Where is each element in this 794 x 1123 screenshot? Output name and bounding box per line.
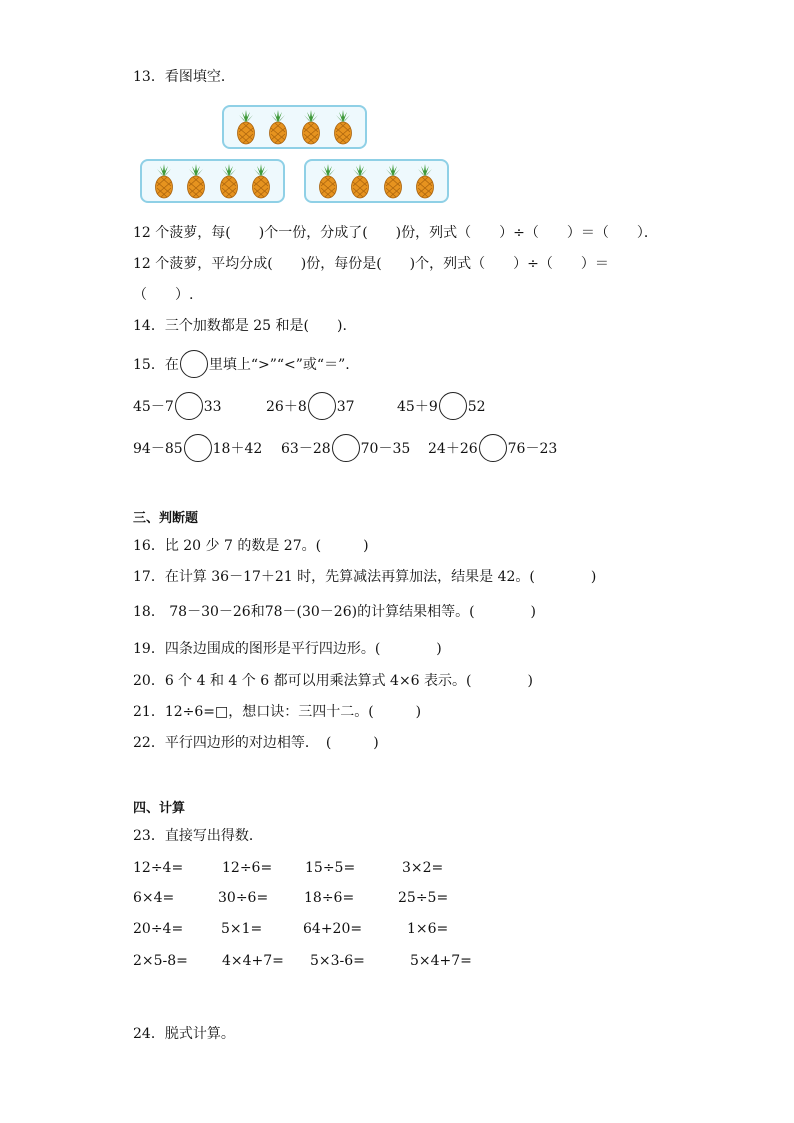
calc-cell: 12÷4= [133, 860, 184, 876]
compare-item-1-2 [266, 393, 355, 421]
section4-heading: 四、计算 [133, 801, 186, 816]
pineapple-icon [217, 163, 241, 199]
calc-cell: 5×3-6= [310, 953, 365, 969]
compare-right: 76－23 [507, 441, 558, 457]
compare-circle[interactable] [175, 392, 203, 420]
calc-cell: 2×5-8= [133, 953, 188, 969]
calc-cell: 3×2= [402, 860, 444, 876]
pineapple-icon [234, 109, 258, 145]
judge-item-22: 22．平行四边形的对边相等． ( ) [133, 735, 379, 751]
compare-circle[interactable] [439, 392, 467, 420]
pineapple-icon [316, 163, 340, 199]
judge-item-20: 20．6 个 4 和 4 个 6 都可以用乘法算式 4×6 表示。( ) [133, 673, 533, 689]
compare-left: 94－85 [133, 441, 183, 457]
compare-circle[interactable] [308, 392, 336, 420]
q15-instruction [133, 351, 350, 379]
compare-right: 18＋42 [212, 441, 263, 457]
pineapple-icon [413, 163, 437, 199]
compare-right: 52 [467, 399, 486, 415]
calc-cell: 18÷6= [304, 890, 355, 906]
compare-left: 45＋9 [397, 399, 438, 415]
judge-item-16: 16．比 20 少 7 的数是 27。( ) [133, 538, 369, 554]
compare-item-1-1 [133, 393, 222, 421]
pineapple-icon [348, 163, 372, 199]
pineapple-icon [266, 109, 290, 145]
judge-item-21: 21．12÷6=□，想口诀：三四十二。( ) [133, 704, 422, 720]
q13-line3: （ ）. [133, 287, 194, 303]
compare-circle[interactable] [184, 434, 212, 462]
judge-item-18: 18． 78－30－26和78－(30－26)的计算结果相等。( ) [133, 604, 536, 620]
q15-suffix: 里填上“>”“<”或“＝”. [208, 357, 350, 373]
compare-left: 45－7 [133, 399, 174, 415]
judge-item-19: 19．四条边围成的图形是平行四边形。( ) [133, 641, 442, 657]
calc-cell: 25÷5= [398, 890, 449, 906]
compare-item-2-2 [281, 435, 410, 463]
compare-item-2-1 [133, 435, 262, 463]
compare-circle[interactable] [332, 434, 360, 462]
compare-circle-example [180, 350, 208, 378]
judge-item-17: 17．在计算 36－17＋21 时，先算减法再算加法，结果是 42。( ) [133, 569, 597, 585]
calc-cell: 1×6= [407, 921, 449, 937]
compare-right: 70－35 [360, 441, 411, 457]
q24-title: 24．脱式计算。 [133, 1026, 235, 1042]
pineapple-group-top [222, 105, 367, 149]
q13-line1: 12 个菠萝，每( )个一份，分成了( )份，列式（ ）÷（ ）＝（ ）． [133, 225, 658, 241]
q13-line2: 12 个菠萝，平均分成( )份，每份是( )个，列式（ ）÷（ ）＝ [133, 256, 609, 272]
q14-text: 14．三个加数都是 25 和是( ). [133, 318, 347, 334]
compare-left: 26＋8 [266, 399, 307, 415]
pineapple-icon [249, 163, 273, 199]
pineapple-icon [184, 163, 208, 199]
pineapple-group-left [140, 159, 285, 203]
pineapple-group-right [304, 159, 449, 203]
pineapple-icon [381, 163, 405, 199]
calc-cell: 5×4+7= [410, 953, 472, 969]
compare-left: 24＋26 [428, 441, 478, 457]
calc-cell: 4×4+7= [222, 953, 284, 969]
compare-item-1-3 [397, 393, 486, 421]
calc-cell: 30÷6= [218, 890, 269, 906]
q23-title: 23．直接写出得数． [133, 828, 263, 844]
section3-heading: 三、判断题 [133, 511, 199, 526]
calc-cell: 5×1= [221, 921, 263, 937]
calc-cell: 15÷5= [305, 860, 356, 876]
compare-circle[interactable] [479, 434, 507, 462]
q15-prefix: 15．在 [133, 357, 179, 373]
pineapple-icon [331, 109, 355, 145]
q13-title: 13．看图填空． [133, 69, 235, 85]
compare-item-2-3 [428, 435, 557, 463]
compare-right: 37 [336, 399, 355, 415]
compare-left: 63－28 [281, 441, 331, 457]
calc-cell: 6×4= [133, 890, 175, 906]
compare-right: 33 [203, 399, 222, 415]
calc-cell: 12÷6= [222, 860, 273, 876]
pineapple-icon [299, 109, 323, 145]
calc-cell: 20÷4= [133, 921, 184, 937]
calc-cell: 64+20= [303, 921, 363, 937]
pineapple-icon [152, 163, 176, 199]
